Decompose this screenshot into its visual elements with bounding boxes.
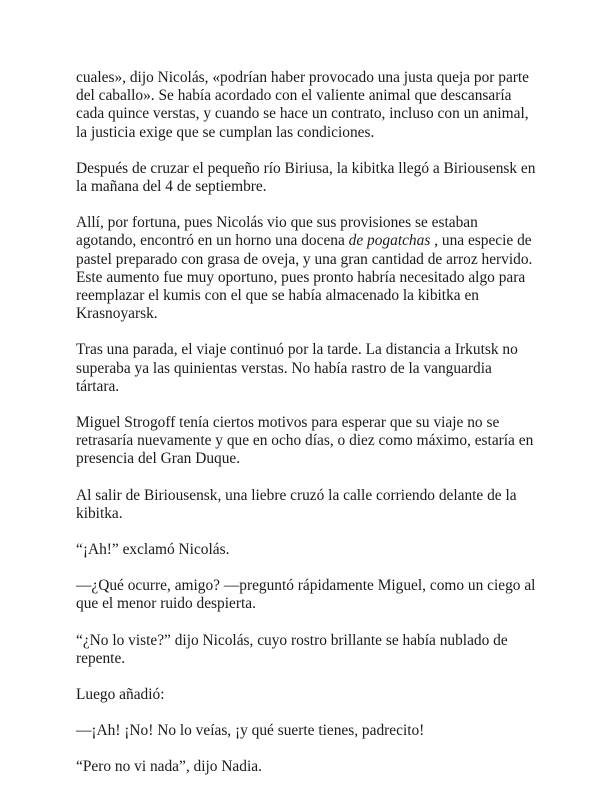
paragraph-10: Luego añadió:: [76, 686, 165, 704]
paragraph-3-italic: de pogatchas: [348, 232, 431, 250]
paragraph-6: Al salir de Biriousensk, una liebre cruzó la calle corriendo delante de la kibitka.: [76, 486, 517, 522]
paragraph-3-text-after: , una especie de pastel preparado con grasa de oveja, y una gran cantidad de arroz hervido. Este aumento fue muy oportuno, pues pronto habría necesitado algo para reemplazar el kumis con el que se había almacenado la kibitka en Krasnoyarsk.: [76, 232, 533, 323]
paragraph-7: “¡Ah!” exclamó Nicolás.: [76, 541, 230, 559]
paragraph-1: cuales», dijo Nicolás, «podrían haber provocado una justa queja por parte del caballo». Se había acordado con el valiente animal que descansaría cada quince verstas, y cuando se hace un contrato, incluso con un animal, la justicia exige que se cumplan las condiciones.: [76, 69, 530, 141]
paragraph-3: [76, 214, 536, 323]
paragraph-9: “¿No lo viste?” dijo Nicolás, cuyo rostro brillante se había nublado de repente.: [76, 631, 508, 667]
paragraph-5: Miguel Strogoff tenía ciertos motivos para esperar que su viaje no se retrasaría nuevamente y que en ocho días, o diez como máximo, estaría en presencia del Gran Duque.: [76, 414, 534, 468]
paragraph-2: Después de cruzar el pequeño río Biriusa, la kibitka llegó a Biriousensk en la mañana del 4 de septiembre.: [76, 159, 536, 196]
paragraph-3-text-before: Allí, por fortuna, pues Nicolás vio que sus provisiones se estaban agotando, encontró en un horno una docena: [76, 214, 478, 250]
paragraph-4: Tras una parada, el viaje continuó por la tarde. La distancia a Irkutsk no superaba ya las quinientas verstas. No había rastro de la vanguardia tártara.: [76, 341, 518, 395]
paragraph-8: —¿Qué ocurre, amigo? —preguntó rápidamente Miguel, como un ciego al que el menor ruido despierta.: [76, 577, 536, 613]
paragraph-12: “Pero no vi nada”, dijo Nadia.: [76, 758, 262, 776]
paragraph-11: —¡Ah! ¡No! No lo veías, ¡y qué suerte tienes, padrecito!: [76, 722, 425, 740]
document-page: [76, 69, 536, 795]
